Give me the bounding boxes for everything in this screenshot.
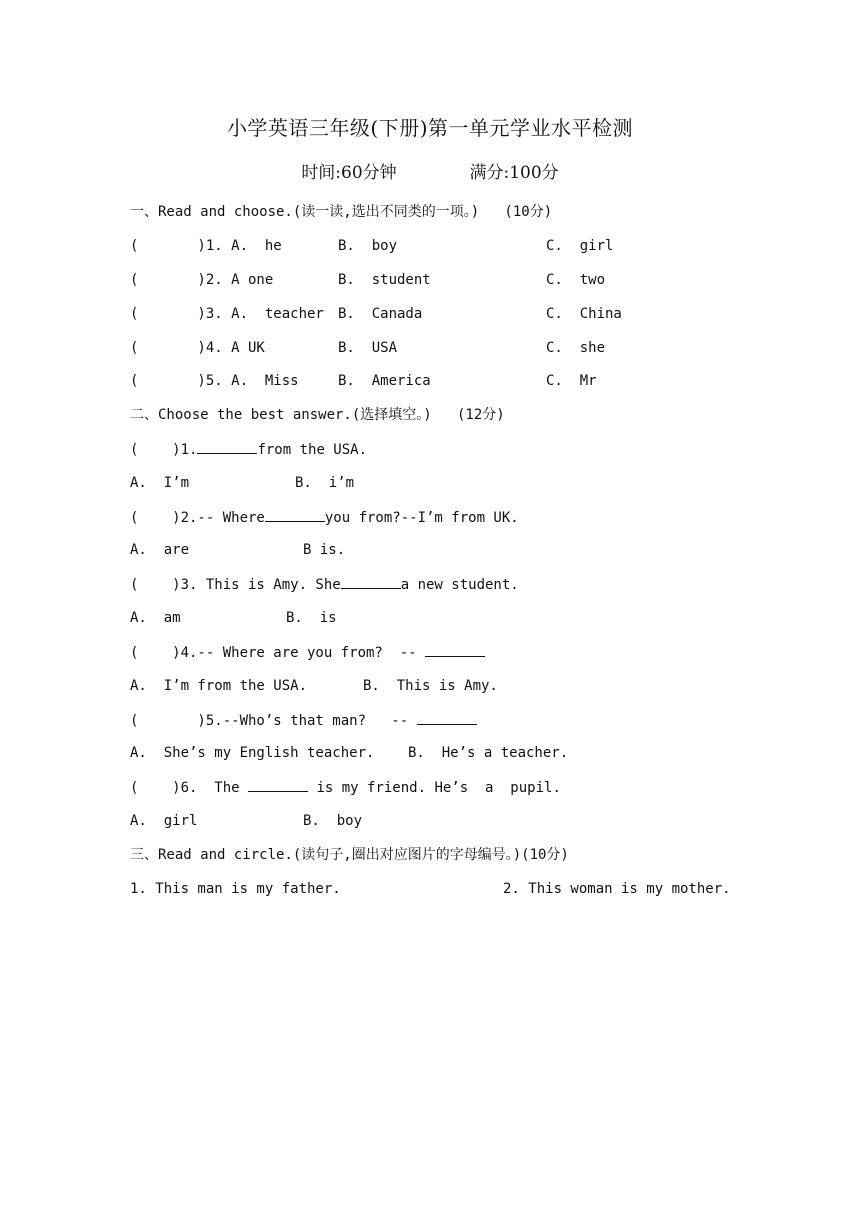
s1-q4-stem: ( )4. A UK (130, 340, 265, 356)
s2-q1-option-a: A. I’m (130, 475, 190, 491)
s1-q5-option-b: B. America (338, 373, 431, 389)
s2-q1-stem: ( )1. from the USA. (130, 442, 368, 458)
s1-q1-option-c: C. girl (546, 238, 614, 254)
s1-q2-stem: ( )2. A one (130, 272, 274, 288)
answer-blank[interactable] (341, 575, 401, 589)
section-3-heading: 三、Read and circle.(读句子,圈出对应图片的字母编号。)(10分) (130, 847, 569, 863)
answer-blank[interactable] (265, 508, 325, 522)
s1-q3-option-b: B. Canada (338, 306, 423, 322)
s2-q1-option-b: B. i’m (295, 475, 355, 491)
answer-blank[interactable] (425, 643, 485, 657)
s2-q3-option-b: B. is (286, 610, 337, 626)
s2-q6-stem: ( )6. The is my friend. He’s a pupil. (130, 780, 561, 796)
s2-q2-option-a: A. are (130, 542, 190, 558)
s2-q4-stem: ( )4.-- Where are you from? -- (130, 643, 485, 662)
exam-time: 时间:60分钟 (301, 163, 397, 183)
exam-score: 满分:100分 (469, 163, 559, 183)
section-1-heading: 一、Read and choose.(读一读,选出不同类的一项。) (10分) (130, 204, 553, 220)
s1-q2-option-c: C. two (546, 272, 606, 288)
s2-q3-stem: ( )3. This is Amy. She a new student. (130, 577, 519, 593)
s1-q4-option-b: B. USA (338, 340, 398, 356)
s2-q4-option-b: B. This is Amy. (363, 678, 498, 694)
s2-q4-option-a: A. I’m from the USA. (130, 678, 308, 694)
section-2-heading: 二、Choose the best answer.(选择填空。) (12分) (130, 407, 505, 423)
s1-q5-option-c: C. Mr (546, 373, 597, 389)
s3-sentence-2: 2. This woman is my mother. (503, 881, 731, 897)
s2-q6-option-b: B. boy (303, 813, 363, 829)
s2-q5-option-b: B. He’s a teacher. (408, 745, 569, 761)
exam-info (0, 158, 860, 183)
s1-q3-option-c: C. China (546, 306, 622, 322)
answer-blank[interactable] (197, 440, 257, 454)
s1-q2-option-b: B. student (338, 272, 431, 288)
s1-q1-option-b: B. boy (338, 238, 398, 254)
s2-q5-option-a: A. She’s my English teacher. (130, 745, 375, 761)
s1-q3-stem: ( )3. A. teacher (130, 306, 324, 322)
s1-q4-option-c: C. she (546, 340, 606, 356)
s2-q3-option-a: A. am (130, 610, 181, 626)
s1-q5-stem: ( )5. A. Miss (130, 373, 299, 389)
s2-q2-stem: ( )2.-- Where you from?--I’m from UK. (130, 510, 519, 526)
answer-blank[interactable] (417, 711, 477, 725)
answer-blank[interactable] (248, 778, 308, 792)
s1-q1-stem: ( )1. A. he (130, 238, 282, 254)
s3-sentence-1: 1. This man is my father. (130, 881, 341, 897)
s2-q6-option-a: A. girl (130, 813, 198, 829)
s2-q2-option-b: B is. (303, 542, 346, 558)
s2-q5-stem: ( )5.--Who’s that man? -- (130, 711, 477, 730)
page-title: 小学英语三年级(下册)第一单元学业水平检测 (226, 116, 634, 140)
